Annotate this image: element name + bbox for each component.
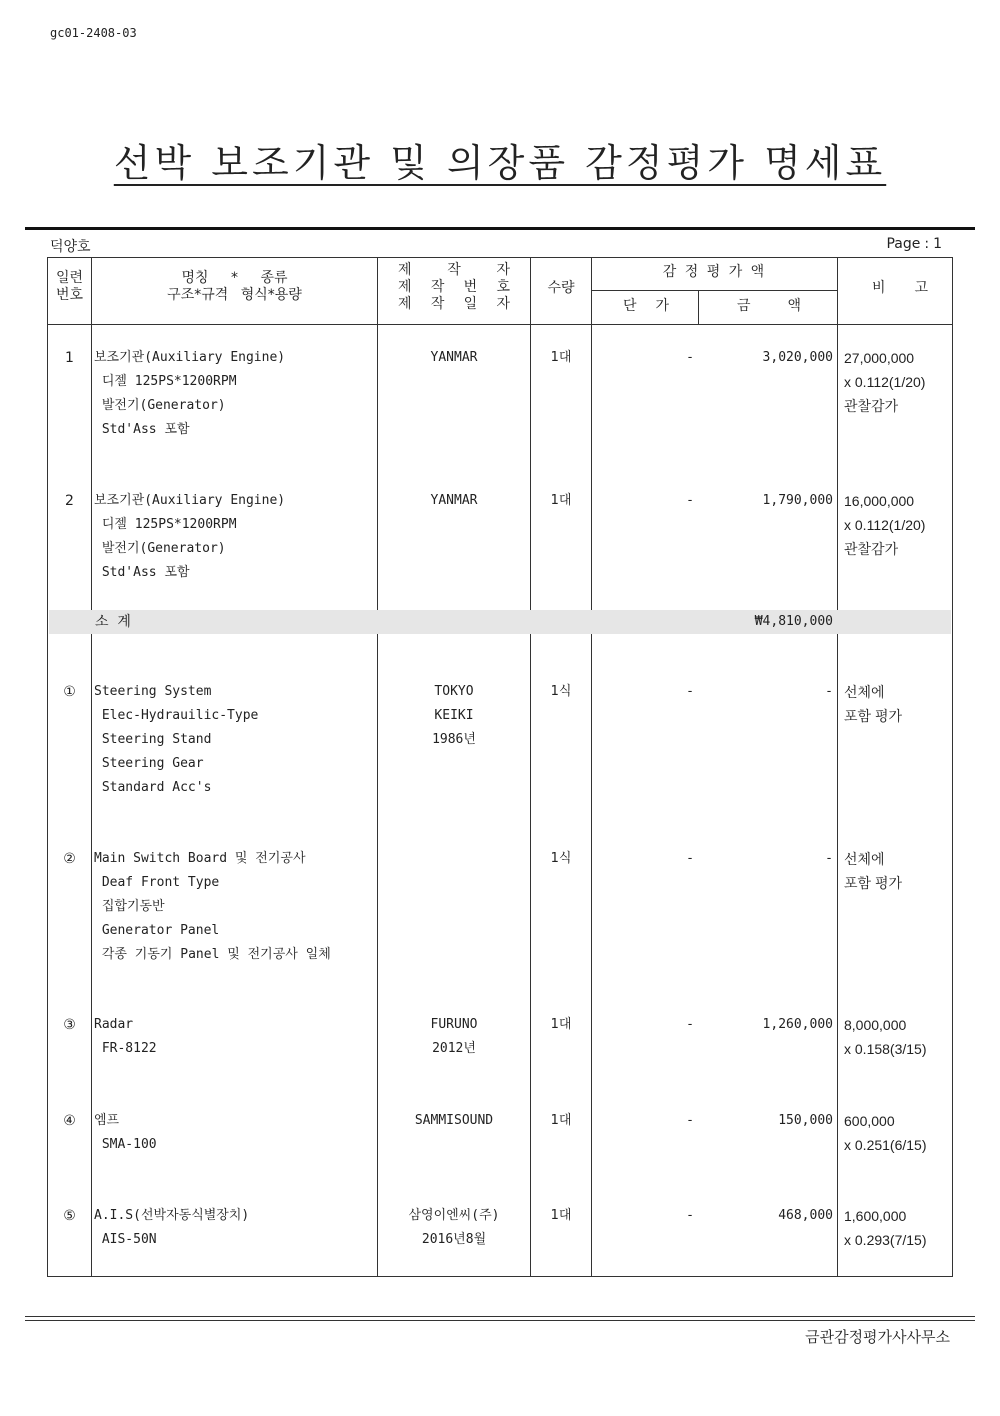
- item-description-line: 엠프: [94, 1113, 120, 1128]
- amount: 1,790,000: [762, 493, 833, 508]
- header-name-line1: 명칭 * 종류: [181, 270, 288, 286]
- unit-price: -: [686, 1208, 694, 1223]
- header-maker: [398, 262, 510, 313]
- header-maker-line2: [398, 279, 510, 296]
- remark-line: 1,600,000: [844, 1208, 907, 1224]
- remark-line: x 0.112(1/20): [844, 374, 926, 390]
- remark-line: 관찰감가: [844, 541, 899, 557]
- remark-line: 600,000: [844, 1113, 895, 1129]
- row-number: ②: [63, 851, 76, 867]
- remark-line: 포함 평가: [844, 875, 902, 891]
- item-description-line: Radar: [94, 1017, 134, 1032]
- quantity: 1식: [550, 851, 572, 866]
- page-title-text: 선박 보조기관 및 의장품 감정평가 명세표: [113, 141, 887, 185]
- subtotal-label: 소 계: [95, 614, 131, 630]
- item-description-line: FR-8122: [94, 1041, 157, 1056]
- header-char: 액: [787, 298, 801, 314]
- unit-price: -: [686, 684, 694, 699]
- item-description-line: 보조기관(Auxiliary Engine): [94, 493, 286, 508]
- remark-line: 선체에: [844, 851, 885, 867]
- item-description-line: 디젤 125PS*1200RPM: [94, 517, 237, 532]
- unit-price: -: [686, 1017, 694, 1032]
- header-amount: [737, 298, 801, 315]
- header-char: 제: [398, 296, 412, 312]
- maker-line: 2016년8월: [421, 1232, 487, 1247]
- vessel-name: 덕양호: [50, 239, 91, 255]
- header-name-line2: 구조*규격 형식*용량: [167, 287, 302, 303]
- page-number: 1: [933, 236, 942, 252]
- header-char: 작: [430, 279, 445, 295]
- header-char: 일: [463, 296, 478, 312]
- row-number: 1: [65, 350, 74, 366]
- page-title: [0, 132, 1000, 187]
- header-char: 비: [872, 280, 886, 296]
- header-char: 고: [914, 280, 928, 296]
- amount: -: [825, 851, 833, 866]
- item-description-line: Std'Ass 포함: [94, 565, 190, 580]
- row-number: ⑤: [63, 1208, 76, 1224]
- header-char: 작: [447, 262, 461, 278]
- item-description-line: Steering Stand: [94, 732, 212, 747]
- item-description-line: 각종 기동기 Panel 및 전기공사 일체: [94, 947, 331, 962]
- office-name: 금관감정평가사사무소: [805, 1328, 950, 1346]
- remark-line: x 0.112(1/20): [844, 517, 926, 533]
- unit-price: -: [686, 1113, 694, 1128]
- header-name: [92, 270, 377, 304]
- header-maker-line1: [398, 262, 510, 279]
- maker-line: SAMMISOUND: [414, 1113, 494, 1128]
- header-serial: [48, 270, 91, 304]
- header-remarks: [872, 280, 928, 297]
- item-description-line: Steering Gear: [94, 756, 204, 771]
- maker-line: TOKYO: [434, 684, 474, 699]
- unit-price: -: [686, 350, 694, 365]
- item-description-line: Deaf Front Type: [94, 875, 220, 890]
- remark-line: 관찰감가: [844, 398, 899, 414]
- maker-line: KEIKI: [434, 708, 474, 723]
- bottom-rule: [25, 1316, 975, 1317]
- remark-line: 27,000,000: [844, 350, 915, 366]
- remark-line: x 0.293(7/15): [844, 1232, 927, 1248]
- unit-price: -: [686, 851, 694, 866]
- header-unit-price: [623, 298, 669, 315]
- item-description-line: 발전기(Generator): [94, 541, 226, 556]
- quantity: 1대: [550, 1113, 572, 1128]
- item-description-line: 디젤 125PS*1200RPM: [94, 374, 237, 389]
- header-char: 자: [496, 262, 510, 278]
- header-appraisal: 감 정 평 가 액: [662, 264, 767, 280]
- header-char: 자: [496, 296, 510, 312]
- maker-line: 삼영이엔씨(주): [408, 1208, 500, 1223]
- remark-line: 선체에: [844, 684, 885, 700]
- header-char: 가: [655, 298, 669, 314]
- document-code: gc01-2408-03: [50, 26, 137, 40]
- col-divider: [91, 258, 92, 1276]
- header-mid-divider: [698, 290, 699, 324]
- header-char: 금: [737, 298, 751, 314]
- quantity: 1대: [550, 350, 572, 365]
- maker-line: YANMAR: [430, 350, 478, 365]
- subtotal-amount: ₩4,810,000: [754, 614, 833, 629]
- amount: 468,000: [778, 1208, 833, 1223]
- remark-line: x 0.158(3/15): [844, 1041, 927, 1057]
- header-char: 제: [398, 262, 412, 278]
- item-description-line: SMA-100: [94, 1137, 157, 1152]
- header-qty: 수량: [547, 280, 575, 296]
- remark-line: x 0.251(6/15): [844, 1137, 927, 1153]
- header-char: 호: [496, 279, 510, 295]
- remark-line: 16,000,000: [844, 493, 915, 509]
- header-char: 작: [430, 296, 445, 312]
- top-rule: [25, 227, 975, 230]
- amount: 3,020,000: [762, 350, 833, 365]
- quantity: 1대: [550, 493, 572, 508]
- amount: -: [825, 684, 833, 699]
- maker-line: YANMAR: [430, 493, 478, 508]
- quantity: 1대: [550, 1017, 572, 1032]
- header-serial-line2: 번호: [55, 287, 84, 303]
- item-description-line: Standard Acc's: [94, 780, 212, 795]
- amount: 1,260,000: [762, 1017, 833, 1032]
- header-bottom-rule: [48, 324, 952, 325]
- header-char: 단: [623, 298, 637, 314]
- item-description-line: Generator Panel: [94, 923, 220, 938]
- item-description-line: Std'Ass 포함: [94, 422, 190, 437]
- quantity: 1식: [550, 684, 572, 699]
- header-char: 제: [398, 279, 412, 295]
- item-description-line: 보조기관(Auxiliary Engine): [94, 350, 286, 365]
- row-number: ①: [63, 684, 76, 700]
- row-number: 2: [65, 493, 74, 509]
- header-char: 번: [463, 279, 478, 295]
- col-divider: [837, 258, 838, 1276]
- amount: 150,000: [778, 1113, 833, 1128]
- item-description-line: Elec-Hydrauilic-Type: [94, 708, 259, 723]
- item-description-line: Main Switch Board 및 전기공사: [94, 851, 306, 866]
- page-indicator: [882, 236, 942, 252]
- appraisal-table: [47, 257, 953, 1277]
- header-maker-line3: [398, 296, 510, 313]
- header-serial-line1: 일련: [55, 270, 84, 286]
- unit-price: -: [686, 493, 694, 508]
- page-label: Page: [886, 236, 921, 252]
- maker-line: FURUNO: [430, 1017, 478, 1032]
- item-description-line: A.I.S(선박자동식별장치): [94, 1208, 250, 1223]
- remark-line: 포함 평가: [844, 708, 902, 724]
- remark-line: 8,000,000: [844, 1017, 907, 1033]
- row-number: ③: [63, 1017, 76, 1033]
- maker-line: 1986년: [432, 732, 476, 747]
- item-description-line: Steering System: [94, 684, 212, 699]
- header-mid-rule: [591, 290, 837, 291]
- item-description-line: AIS-50N: [94, 1232, 157, 1247]
- row-number: ④: [63, 1113, 76, 1129]
- item-description-line: 집합기동반: [94, 899, 165, 914]
- quantity: 1대: [550, 1208, 572, 1223]
- page-separator: :: [924, 236, 930, 252]
- item-description-line: 발전기(Generator): [94, 398, 226, 413]
- bottom-rule: [25, 1320, 975, 1321]
- maker-line: 2012년: [432, 1041, 476, 1056]
